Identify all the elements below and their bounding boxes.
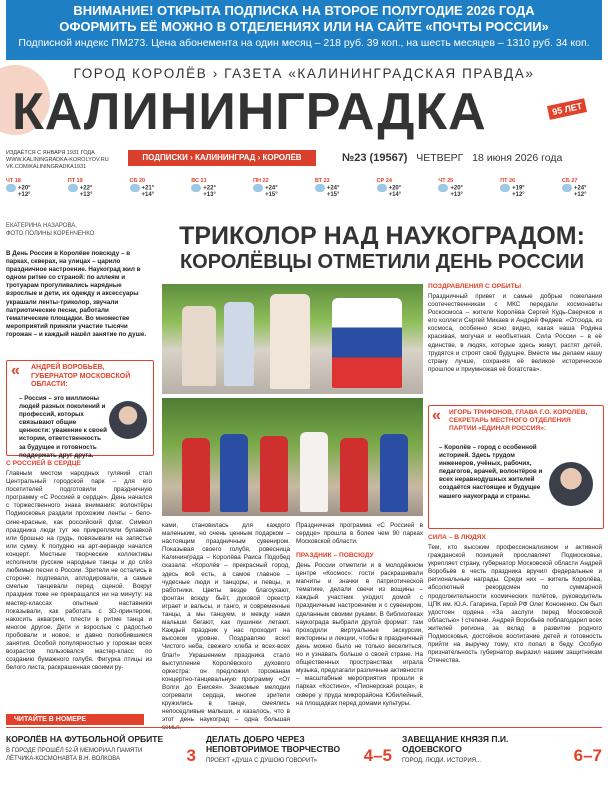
person-figure <box>270 294 310 389</box>
weather-day-label: ВС 21 <box>191 178 207 184</box>
cloud-icon <box>377 184 387 192</box>
vk-link[interactable]: VK.COM/KALININGRADKA1931 <box>6 164 87 170</box>
nav-bar[interactable]: ПОДПИСКИ › КАЛИНИНГРАД › КОРОЛЁВ <box>128 150 316 166</box>
site-link[interactable]: WWW.KALININGRADKA-KOROLYOV.RU <box>6 157 109 163</box>
teaser-page: 4–5 <box>363 746 392 765</box>
quote-box-trifonov <box>428 405 604 529</box>
subscription-banner[interactable] <box>6 0 602 60</box>
headline-line-2: КОРОЛЁВЦЫ ОТМЕТИЛИ ДЕНЬ РОССИИ <box>179 251 585 273</box>
cloud-icon <box>68 184 78 192</box>
quote-author: АНДРЕЙ ВОРОБЬЁВ, ГУБЕРНАТОР МОСКОВСКОЙ ОБЛАСТИ: <box>31 364 131 388</box>
dancer-figure <box>340 438 368 512</box>
weather-night-temp: +13° <box>450 192 463 198</box>
cloud-icon <box>500 184 510 192</box>
right-text: Праздничный привет и самые добрые пожелания соотечественникам с МКС передали космонавты Роскосмоса – жители Королёва Сергей Кудь-Сверчков и его коллеги Сергей Микаев и Андрей Федяев: «Отсюда, из космоса, особенно ясно видно, какая наша Родина красивая, могучая и необъятная. Сила России – в её единстве, в людях, которые здесь живут, растят детей, трудятся и строят своё будущее. Вместе мы делаем нашу страну лучше, сохраняя её великое историческое прошлое и приумножая её богатства». <box>428 293 602 373</box>
banner-line-2: ОФОРМИТЬ ЕЁ МОЖНО В ОТДЕЛЕНИЯХ ИЛИ НА САЙТЕ «ПОЧТЫ РОССИИ» <box>59 19 549 34</box>
teaser-title: ДЕЛАТЬ ДОБРО ЧЕРЕЗ НЕПОВТОРИМОЕ ТВОРЧЕСТВО <box>206 734 341 754</box>
weather-night-temp: +15° <box>265 192 278 198</box>
teaser-subtitle: В ГОРОДЕ ПРОШЁЛ 52-Й МЕМОРИАЛ ПАМЯТИ ЛЁТЧИКА-КОСМОНАВТА В.Н. ВОЛКОВА <box>6 748 143 762</box>
dancer-figure <box>220 434 248 512</box>
weather-day <box>438 178 478 208</box>
weather-day <box>130 178 170 208</box>
weather-night-temp: +12° <box>512 192 525 198</box>
weather-day <box>562 178 602 208</box>
issue-info <box>342 152 562 164</box>
headline-line-1: ТРИКОЛОР НАД НАУКОГРАДОМ: <box>179 222 585 250</box>
issue-number: №23 (19567) <box>342 152 408 164</box>
weather-day-label: СБ 27 <box>561 178 578 184</box>
anniversary-badge: 95 ЛЕТ <box>547 98 587 120</box>
weather-day-label: СР 24 <box>376 178 392 184</box>
weather-night-temp: +15° <box>326 192 340 198</box>
teaser-subtitle: ПРОЕКТ «ДУША С ДУШОЮ ГОВОРИТ» <box>206 758 318 764</box>
section-text: Главным местом народных гуляний стал Центральный городской парк – для его посетителей подготовили праздничную программу «С Россией в сердце». День начался с торжественного знака внимания: волонтёры Подмосковья раздали прохожим ленты – бело-сине-красные, как российский флаг. Символ праздника люди тут же прикрепляли булавкой или брошью на грудь, повязывали на запястье или сумку. К полудню на арт-веранде начался концерт. Местные творческие коллективы исполнили русские народные танцы и до слёз любимые песни о России. Зрители не остались в стороне: подпевали, аплодировали, а самые смелые танцевали перед сценой. Вокруг праздник тоже не прекращался ни на минуту: на мастер-классах опытные наставники показывали, как работать с 3D-принтером, накосить аквагрим, плести в ритме танца и многое другое. Дети и взрослые с радостью пробовали и новое, и давно полюбившиеся занятия. Особой популярностью у горожан всех возрастов пользовался мастер-класс по созданию бумажного голубя. Фигурка птицы из белого листа, раскрашенная своими ру- <box>6 470 152 672</box>
dancer-figure <box>182 438 210 512</box>
weather-night-temp: +13° <box>79 192 93 198</box>
quote-text: – Россия – это миллионы людей разных поколений и профессий, которых связывают общие ценности: уважение к своей истории, ответственность за будущее и готовность поддержать друг друга. <box>19 395 108 459</box>
weather-day-temp: +19° <box>512 185 525 192</box>
quote-icon: « <box>432 407 441 424</box>
trifonov-avatar <box>549 462 593 506</box>
section-heading: СИЛА – В ЛЮДЯХ <box>428 534 486 541</box>
cloud-icon <box>315 184 325 192</box>
photo-credit: ФОТО ПОЛИНЫ КОРЕНЧЕНКО <box>6 231 95 237</box>
dancer-figure <box>380 434 408 512</box>
weather-day-temp: +20° <box>388 185 402 192</box>
teaser-item[interactable] <box>402 734 602 794</box>
section-heading: ПРАЗДНИК – ПОВСЮДУ <box>296 552 374 559</box>
teaser-item[interactable] <box>206 734 392 794</box>
weather-day-temp: +20° <box>450 185 463 192</box>
section-heading: ПОЗДРАВЛЕНИЯ С ОРБИТЫ <box>428 283 522 290</box>
cloud-icon <box>253 184 263 192</box>
weather-night-temp: +13° <box>203 192 216 198</box>
weather-day-temp: +24° <box>573 185 587 192</box>
weather-day <box>315 178 355 208</box>
weather-day-temp: +20° <box>18 185 31 192</box>
quote-text: – Королёв – город с особенной историей. Здесь трудом инженеров, учёных, рабочих, педагогов, врачей, волонтёров и всех неравнодушных жителей создаётся настоящее и будущее нашего наукограда и страны. <box>439 444 543 500</box>
article-headline[interactable] <box>162 222 602 274</box>
teaser-item[interactable] <box>6 734 196 794</box>
weather-day <box>253 178 293 208</box>
weather-strip <box>6 178 602 208</box>
weather-day <box>377 178 417 208</box>
weather-day-temp: +24° <box>326 185 340 192</box>
quote-author: ИГОРЬ ТРИФОНОВ, ГЛАВА Г.О. КОРОЛЁВ, СЕКРЕТАРЬ МЕСТНОГО ОТДЕЛЕНИЯ ПАРТИИ «ЕДИНАЯ РОССИЯ»: <box>449 409 588 432</box>
teaser-subtitle: ГОРОД. ЛЮДИ. ИСТОРИЯ... <box>402 758 481 764</box>
read-in-issue-header: ЧИТАЙТЕ В НОМЕРЕ <box>6 714 144 725</box>
weather-day-temp: +22° <box>79 185 93 192</box>
weather-night-temp: +14° <box>141 192 155 198</box>
teaser-page: 3 <box>186 746 196 765</box>
cloud-icon <box>130 184 140 192</box>
newspaper-title[interactable]: КАЛИНИНГРАДКА <box>12 83 487 141</box>
since-text: ИЗДАЁТСЯ С ЯНВАРЯ 1931 ГОДА <box>6 150 95 156</box>
teaser-title: КОРОЛЁВ НА ФУТБОЛЬНОЙ ОРБИТЕ <box>6 734 164 744</box>
cloud-icon <box>438 184 448 192</box>
photo-flag-heart <box>162 284 423 394</box>
column-2-text: ками, становилась для каждого маленьким, но очень ценным подарком – настоящим праздничным сувениром. Показывая своего голубя, ровесница Калининграда – Королёва Раиса Подобед сказала: «Королёв – прекрасный город, здесь всё есть, а самое главное – чудесные люди и танцоры, и певцы, и работники. Цветы везде благоухают, фонтан всюду бьёт, духовой оркестр играет и вальсы, и танго, и современные танцы, а мы танцуем, и между нами малыши бегают, как пушинки летают. Каждый праздник у нас проходит на высоком уровне. Поздравляю всех! Чистого неба, свежего хлеба и всех-всех благ!» Украшением праздника стало выступление Королёвского духового оркестра: он предложил горожанам концертно-танцевальную программу «От Волги до Енисея». Знакомые мелодии согревали сердца, многие зрители кружились в танце, смеялись непоседливые малыши, и казалось, что в этот день наукоград – одна большая семья. <box>162 522 290 732</box>
flag <box>332 298 402 388</box>
weather-day <box>500 178 540 208</box>
weather-day-label: ЧТ 18 <box>6 178 21 184</box>
governor-avatar <box>109 401 147 439</box>
byline <box>6 222 94 238</box>
weather-day <box>191 178 231 208</box>
photo-folk-dancers <box>162 398 423 516</box>
weather-night-temp: +12° <box>18 192 31 198</box>
dancer-figure <box>300 432 328 512</box>
weather-day <box>6 178 46 208</box>
dancer-figure <box>260 436 288 512</box>
quote-icon: « <box>11 362 20 379</box>
read-in-issue <box>6 727 602 798</box>
column-3-text: День России отметили и в молодёжном центре «Космос»: гости раскрашивали магниты и значки в патриотической тематике, делали свечи из вощины – каждый участник уходил домой с праздничным настроением и с сувениром, сделанным своими руками. В библиотеках наукограда выбрали другой формат: там проходили виртуальные экскурсии, викторины и лекции, чтобы в праздничный день можно было не только веселиться, но и узнавать больше о своей стране. На общественных пространствах играла музыка, предлагали различные активности – масштабные мероприятия прошли в парках «Костино», «Пионерская роща», в сквере у пруда микрорайона Юбилейный, на площадках перед домами культуры. <box>296 562 423 707</box>
teaser-title: ЗАВЕЩАНИЕ КНЯЗЯ П.И. ОДОЕВСКОГО <box>402 734 509 754</box>
weather-day-label: ВТ 23 <box>314 178 330 184</box>
weather-day-label: ПН 22 <box>253 178 269 184</box>
cloud-icon <box>562 184 572 192</box>
weather-day-label: ПТ 19 <box>67 178 83 184</box>
right-text-2: Тем, кто высоким профессионализмом и активной гражданской позицией прославляет Подмосковье, укрепляет страну, губернатор Московской области Андрей Воробьёв в честь праздника вручил федеральные и региональные награды. Среди них – житель Королёва, абсолютный рекордсмен по суммарной продолжительности космических полётов, руководитель ЦПК им. Ю.А. Гагарина, Герой РФ Олег Кононенко. Он был удостоен ордена «За заслуги перед Московской областью» I степени. Андрей Воробьёв поблагодарил всех жителей региона за вклад в развитие родного Подмосковья, достойное воспитание детей и готовность прийти на выручку тому, кто попал в беду. Особую признательность губернатор выразил нашим защитникам Отечества. <box>428 544 602 665</box>
weather-night-temp: +14° <box>388 192 402 198</box>
banner-line-1: ВНИМАНИЕ! ОТКРЫТА ПОДПИСКА НА ВТОРОЕ ПОЛУГОДИЕ 2026 ГОДА <box>73 3 535 18</box>
publisher-info <box>6 150 116 171</box>
author: ЕКАТЕРИНА НАЗАРОВА, <box>6 223 77 229</box>
teaser-page: 6–7 <box>573 746 602 765</box>
weather-day <box>68 178 108 208</box>
issue-weekday: ЧЕТВЕРГ <box>416 152 464 164</box>
article-lead: В День России в Королёве повсюду – в парках, скверах, на улицах – царило праздничное настроение. Наукоград жил в одном ритме со страной: по аллеям и тротуарам прогуливались нарядные взрослые и дети, их одежду и аксессуары украшали ленты-триколор, звучали патриотические песни, работали тематические площадки. Во множестве мероприятий приняли участие тысячи горожан – и каждый нашёл занятие по душе. <box>6 250 147 338</box>
weather-night-temp: +12° <box>573 192 587 198</box>
weather-day-label: СБ 20 <box>129 178 146 184</box>
weather-day-label: ЧТ 25 <box>438 178 454 184</box>
weather-day-temp: +21° <box>141 185 155 192</box>
cloud-icon <box>191 184 201 192</box>
weather-day-label: ПТ 26 <box>500 178 516 184</box>
column-3-intro: Праздничная программа «С Россией в сердце» прошла в более чем 90 парках Московской области. <box>296 522 423 546</box>
weather-day-temp: +24° <box>265 185 278 192</box>
masthead-strap: ГОРОД КОРОЛЁВ › ГАЗЕТА «КАЛИНИНГРАДСКАЯ ПРАВДА» <box>73 66 535 81</box>
section-heading: С РОССИЕЙ В СЕРДЦЕ <box>6 460 81 467</box>
person-figure <box>182 306 216 386</box>
cloud-icon <box>6 184 16 192</box>
issue-date: 18 июня 2026 года <box>472 152 563 164</box>
quote-box-governor <box>6 360 154 459</box>
weather-day-temp: +22° <box>203 185 216 192</box>
person-figure <box>224 302 254 386</box>
banner-line-3: Подписной индекс ПМ273. Цена абонемента на один месяц – 218 руб. 39 коп., на шесть месяцев – 1310 руб. 34 коп. <box>18 37 590 49</box>
